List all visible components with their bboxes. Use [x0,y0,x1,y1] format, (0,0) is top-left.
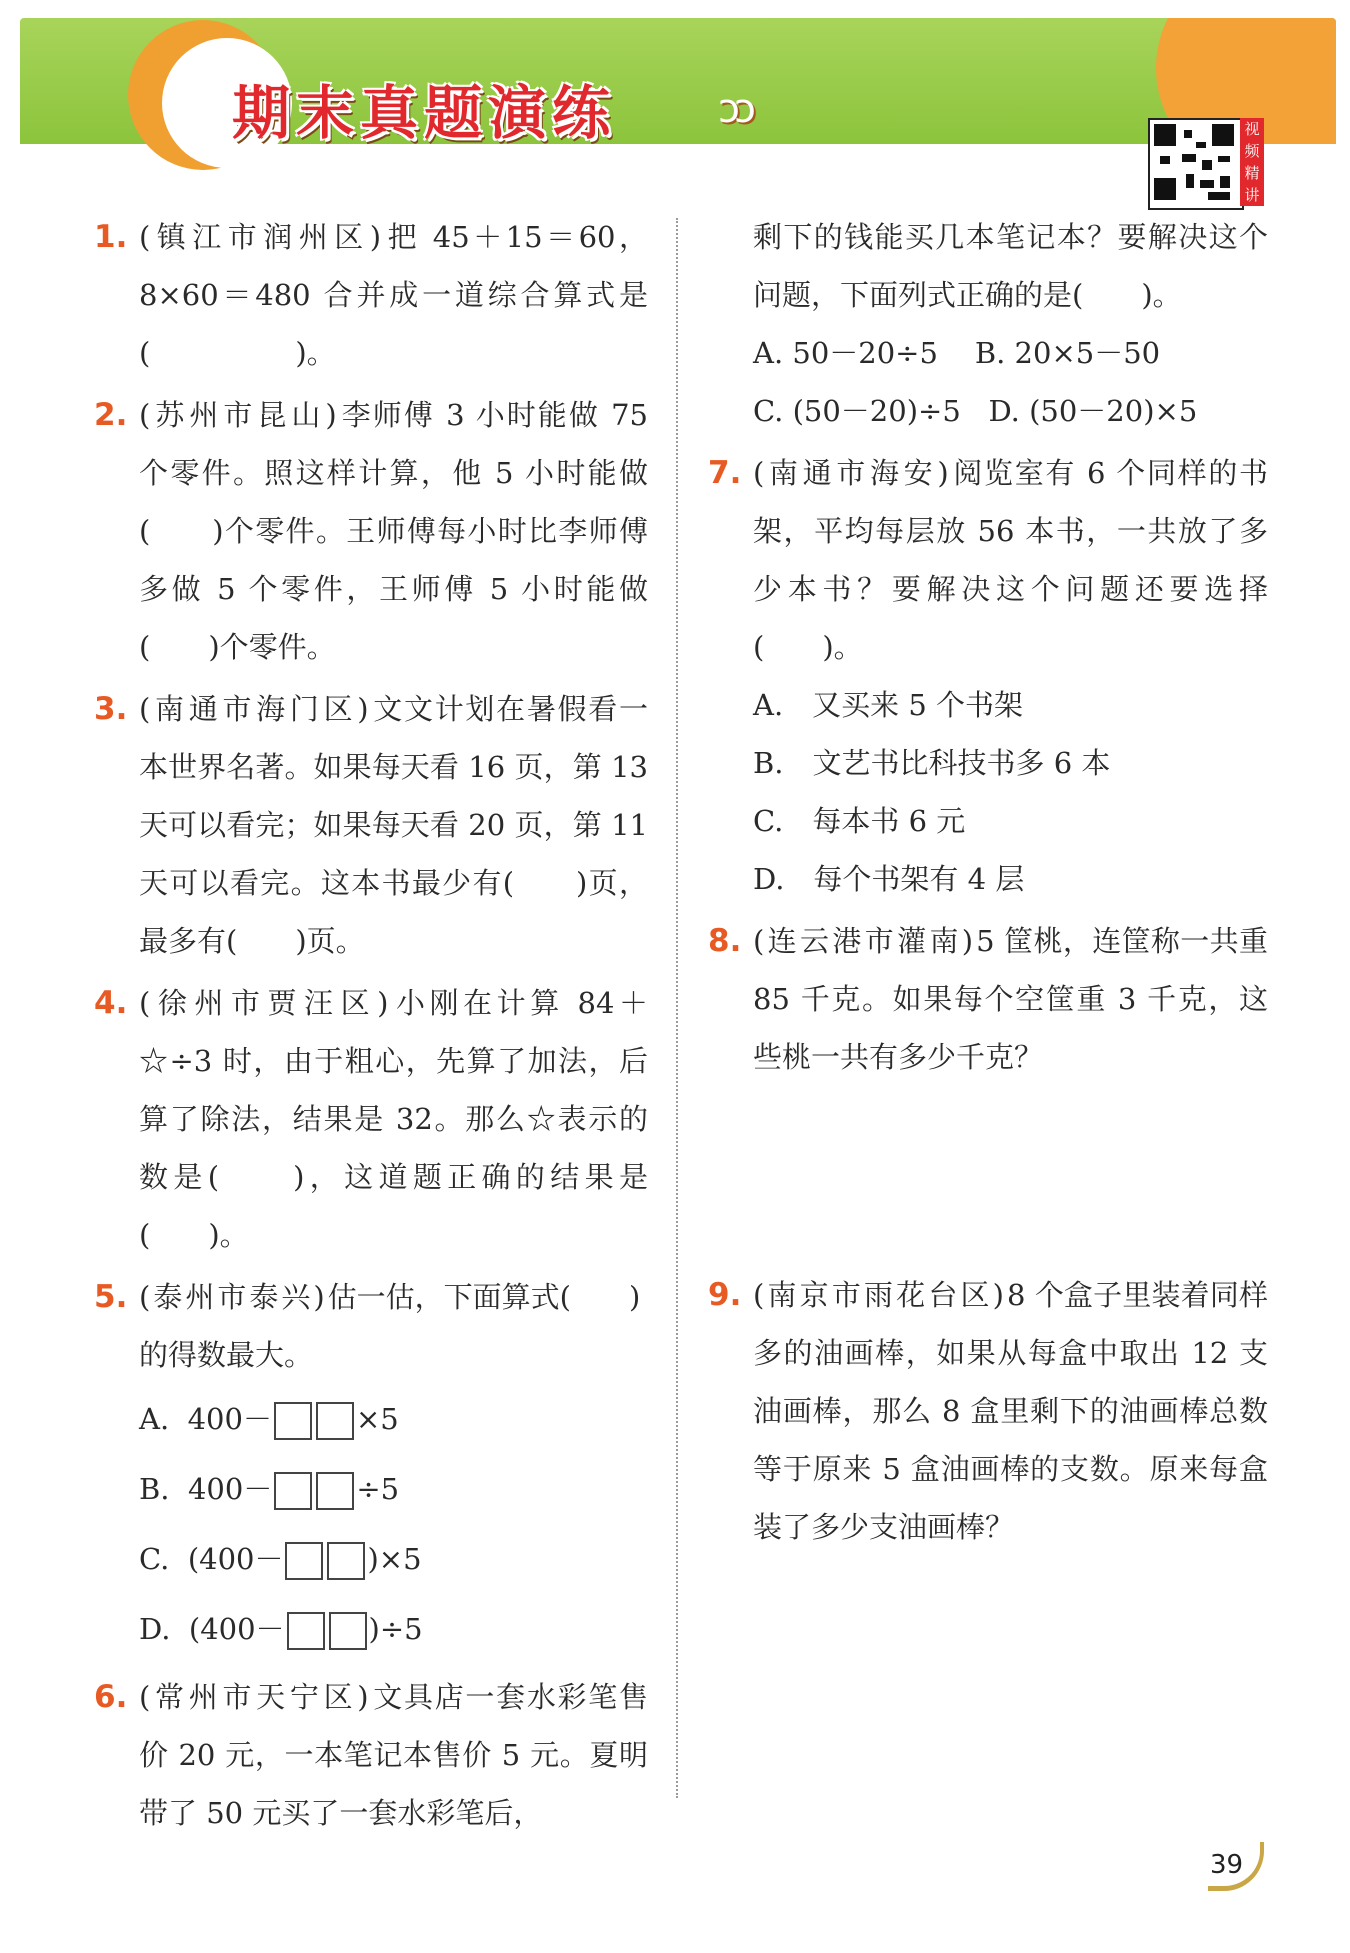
q6-options-row-2 [753,382,1268,440]
question-source: (南京市雨花台区) [753,1278,1007,1312]
question-source: (苏州市昆山) [139,398,340,432]
option-d: D. (50－20)×5 [988,394,1198,428]
question-number: 4. [94,985,128,1021]
question-number: 5. [94,1279,128,1315]
question-text: 8 个盒子里装着同样多的油画棒，如果从每盒中取出 12 支油画棒，那么 8 盒里剩下的油画棒总数等于原来 5 盒油画棒的支数。原来每盒装了多少支油画棒？ [753,1278,1268,1544]
option-d: D. 每个书架有 4 层 [753,862,1025,896]
option-d: D. (400－ )÷5 [139,1594,648,1664]
question-number: 9. [708,1277,742,1313]
question-source: (南通市海门区) [139,692,372,726]
blank-box [329,1612,367,1650]
option-a: A. 又买来 5 个书架 [753,688,1024,722]
page-title: 期末真题演练 [232,79,617,147]
question-source: (镇江市润州区) [139,220,385,254]
question-text: 把 45＋15＝60，8×60＝480 合并成一道综合算式是( )。 [139,220,648,370]
option-c: C. (400－ )×5 [139,1524,648,1594]
blank-box [316,1402,354,1440]
question-text: 估一估，下面算式( )的得数最大。 [139,1280,641,1372]
question-source: (南通市海安) [753,456,952,490]
question-1 [94,208,648,382]
blank-box [327,1542,365,1580]
question-2 [94,386,648,676]
question-number: 6. [94,1679,128,1715]
video-lesson-label: 视频精讲 [1240,118,1264,206]
question-9 [708,1266,1268,1556]
question-source: (连云港市灌南) [753,924,977,958]
left-column [94,208,648,1846]
blank-box [316,1472,354,1510]
q6-options-row-1 [753,324,1268,382]
swirl-decoration: ↄↄ [718,86,750,132]
question-5 [94,1268,648,1664]
question-6-continued [708,208,1268,440]
option-a: A. 50－20÷5 [753,336,938,370]
column-divider [676,218,678,1798]
question-7 [708,444,1268,908]
question-text: 文文计划在暑假看一本世界名著。如果每天看 16 页，第 13 天可以看完；如果每天看 20 页，第 11 天可以看完。这本书最少有( )页，最多有( )页。 [139,692,648,958]
question-source: (泰州市泰兴) [139,1280,328,1314]
option-a: A. 400－ ×5 [139,1384,648,1454]
question-text: 5 筐桃，连筐称一共重 85 千克。如果每个空筐重 3 千克，这些桃一共有多少千克？ [753,924,1268,1074]
question-4 [94,974,648,1264]
question-number: 2. [94,397,128,433]
question-number: 3. [94,691,128,727]
question-6 [94,1668,648,1842]
option-b: B. 文艺书比科技书多 6 本 [753,746,1111,780]
question-source: (常州市天宁区) [139,1680,372,1714]
question-8 [708,912,1268,1262]
option-b: B. 400－ ÷5 [139,1454,648,1524]
blank-box [285,1542,323,1580]
question-text: 小刚在计算 84＋☆÷3 时，由于粗心，先算了加法，后算了除法，结果是 32。那么☆表示的数是( )，这道题正确的结果是( )。 [139,986,648,1252]
blank-box [287,1612,325,1650]
question-3 [94,680,648,970]
question-number: 8. [708,923,742,959]
blank-box [274,1472,312,1510]
page-number: 39 [1210,1850,1244,1880]
option-c: C. (50－20)÷5 [753,394,961,428]
question-text: 剩下的钱能买几本笔记本？要解决这个问题，下面列式正确的是( )。 [753,220,1268,312]
question-number: 7. [708,455,742,491]
blank-box [274,1402,312,1440]
question-source: (徐州市贾汪区) [139,986,392,1020]
option-c: C. 每本书 6 元 [753,804,966,838]
question-text: 阅览室有 6 个同样的书架，平均每层放 56 本书，一共放了多少本书？要解决这个问题还要选择( )。 [753,456,1268,664]
question-text: 李师傅 3 小时能做 75 个零件。照这样计算，他 5 小时能做( )个零件。王师傅每小时比李师傅多做 5 个零件，王师傅 5 小时能做( )个零件。 [139,398,648,664]
qr-code-icon[interactable] [1148,118,1244,210]
option-b: B. 20×5－50 [974,336,1161,370]
question-number: 1. [94,219,128,255]
question-text: 文具店一套水彩笔售价 20 元，一本笔记本售价 5 元。夏明带了 50 元买了一套水彩笔后， [139,1680,648,1830]
right-column [708,208,1268,1560]
